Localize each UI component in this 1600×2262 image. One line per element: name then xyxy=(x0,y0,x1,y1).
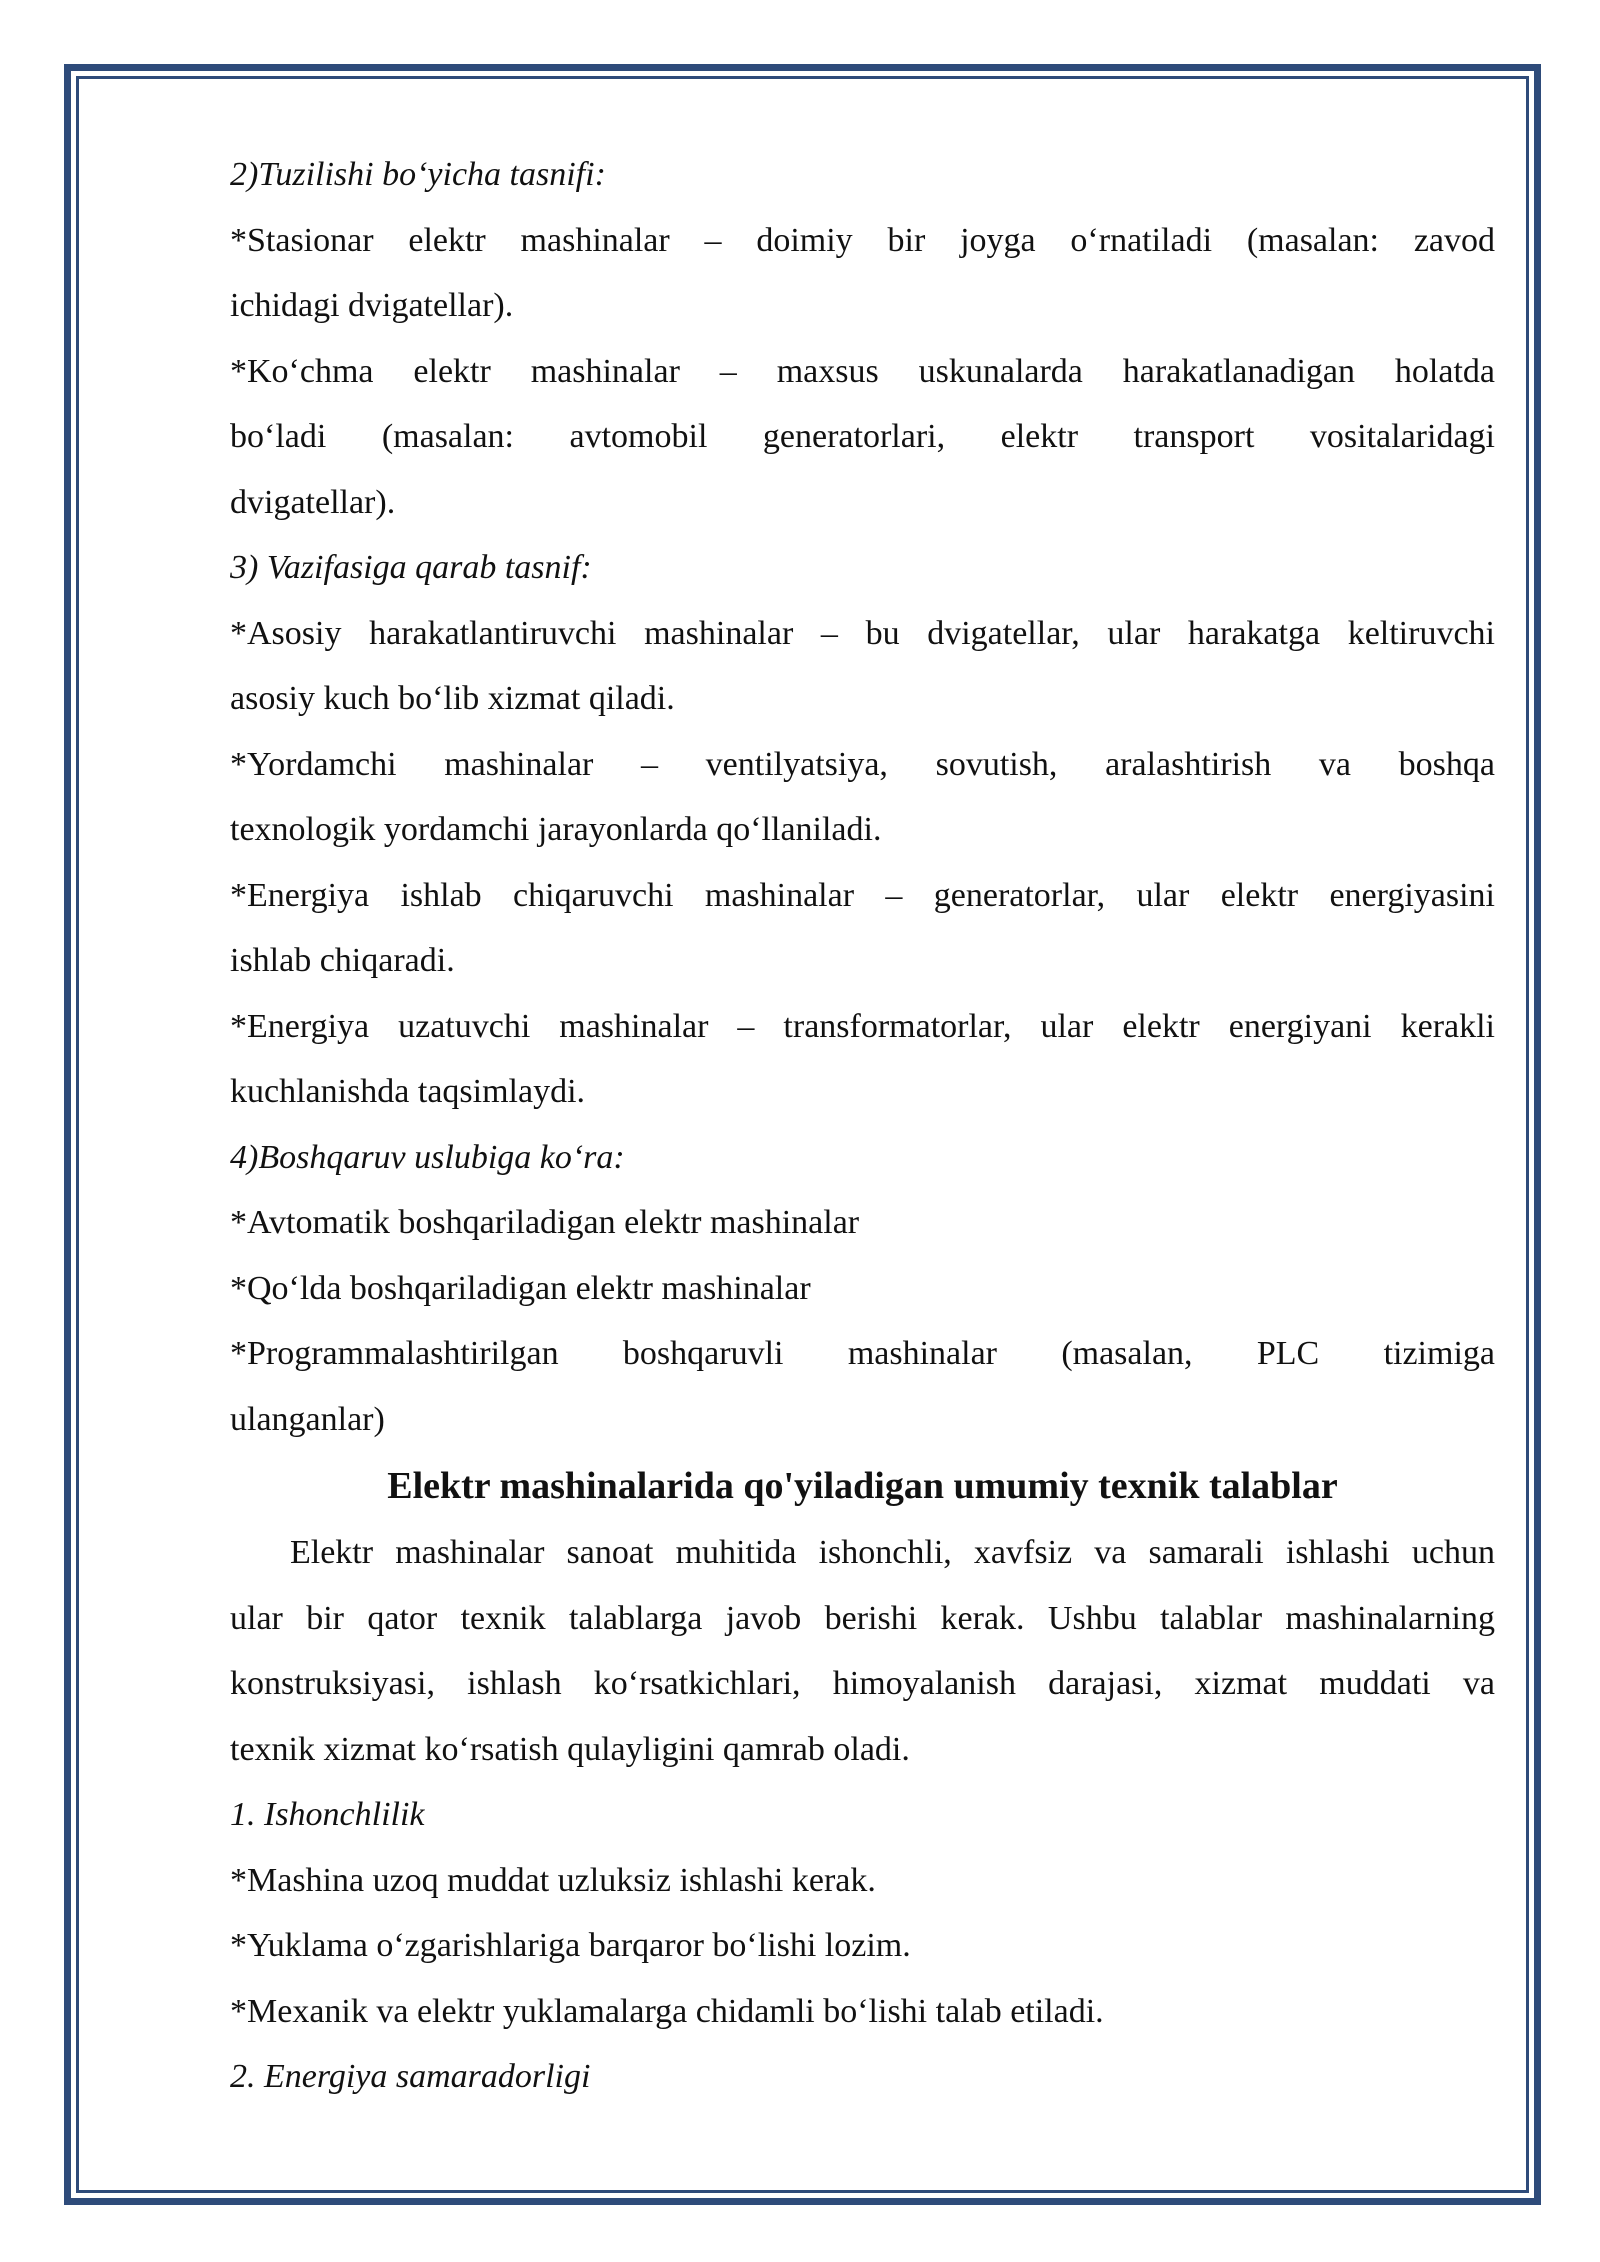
section-title: Elektr mashinalarida qo'yiladigan umumiy texnik talablar xyxy=(387,1465,1338,1507)
paragraph-line: kuchlanishda taqsimlaydi. xyxy=(230,1073,586,1110)
section-heading-control: 4)Boshqaruv uslubiga ko‘ra: xyxy=(230,1138,625,1176)
paragraph-line: ular bir qator texnik talablarga javob berishi kerak. Ushbu talablar mashinalarning xyxy=(230,1599,1495,1637)
paragraph-line: Elektr mashinalar sanoat muhitida ishonchli, xavfsiz va samarali ishlashi uchun xyxy=(290,1534,1495,1571)
list-item: *Avtomatik boshqariladigan elektr mashinalar xyxy=(230,1204,860,1241)
paragraph-line: ulanganlar) xyxy=(230,1400,385,1438)
paragraph-line: *Stasionar elektr mashinalar – doimiy bir joyga o‘rnatiladi (masalan: zavod xyxy=(230,221,1495,259)
section-heading-purpose: 3) Vazifasiga qarab tasnif: xyxy=(230,549,592,586)
document-body xyxy=(230,142,1495,2110)
subsection-heading-reliability: 1. Ishonchlilik xyxy=(230,1796,425,1833)
paragraph-line: bo‘ladi (masalan: avtomobil generatorlari, elektr transport vositalaridagi xyxy=(230,418,1495,455)
paragraph-line: asosiy kuch bo‘lib xizmat qiladi. xyxy=(230,680,675,717)
paragraph-line: *Yordamchi mashinalar – ventilyatsiya, sovutish, aralashtirish va boshqa xyxy=(230,745,1495,783)
paragraph-line: *Energiya ishlab chiqaruvchi mashinalar – generatorlar, ular elektr energiyasini xyxy=(230,876,1495,914)
paragraph-line: texnologik yordamchi jarayonlarda qo‘llaniladi. xyxy=(230,811,882,848)
subsection-heading-efficiency: 2. Energiya samaradorligi xyxy=(230,2058,591,2095)
section-heading-structure: 2)Tuzilishi bo‘yicha tasnifi: xyxy=(230,156,606,193)
paragraph-line: *Energiya uzatuvchi mashinalar – transformatorlar, ular elektr energiyani kerakli xyxy=(230,1007,1495,1045)
list-item: *Mexanik va elektr yuklamalarga chidamli bo‘lishi talab etiladi. xyxy=(230,1992,1104,2030)
list-item: *Qo‘lda boshqariladigan elektr mashinalar xyxy=(230,1269,811,1307)
paragraph-line: *Ko‘chma elektr mashinalar – maxsus uskunalarda harakatlanadigan holatda xyxy=(230,352,1495,390)
list-item: *Mashina uzoq muddat uzluksiz ishlashi kerak. xyxy=(230,1861,876,1899)
paragraph-line: texnik xizmat ko‘rsatish qulayligini qamrab oladi. xyxy=(230,1730,910,1768)
list-item: *Programmalashtirilgan boshqaruvli mashinalar (masalan, PLC tizimiga xyxy=(230,1335,1495,1372)
list-item: *Yuklama o‘zgarishlariga barqaror bo‘lishi lozim. xyxy=(230,1927,911,1964)
paragraph-line: konstruksiyasi, ishlash ko‘rsatkichlari, himoyalanish darajasi, xizmat muddati va xyxy=(230,1665,1495,1702)
paragraph-line: ishlab chiqaradi. xyxy=(230,942,455,979)
paragraph-line: *Asosiy harakatlantiruvchi mashinalar – bu dvigatellar, ular harakatga keltiruvchi xyxy=(230,614,1495,652)
paragraph-line: ichidagi dvigatellar). xyxy=(230,287,514,324)
paragraph-line: dvigatellar). xyxy=(230,483,396,521)
